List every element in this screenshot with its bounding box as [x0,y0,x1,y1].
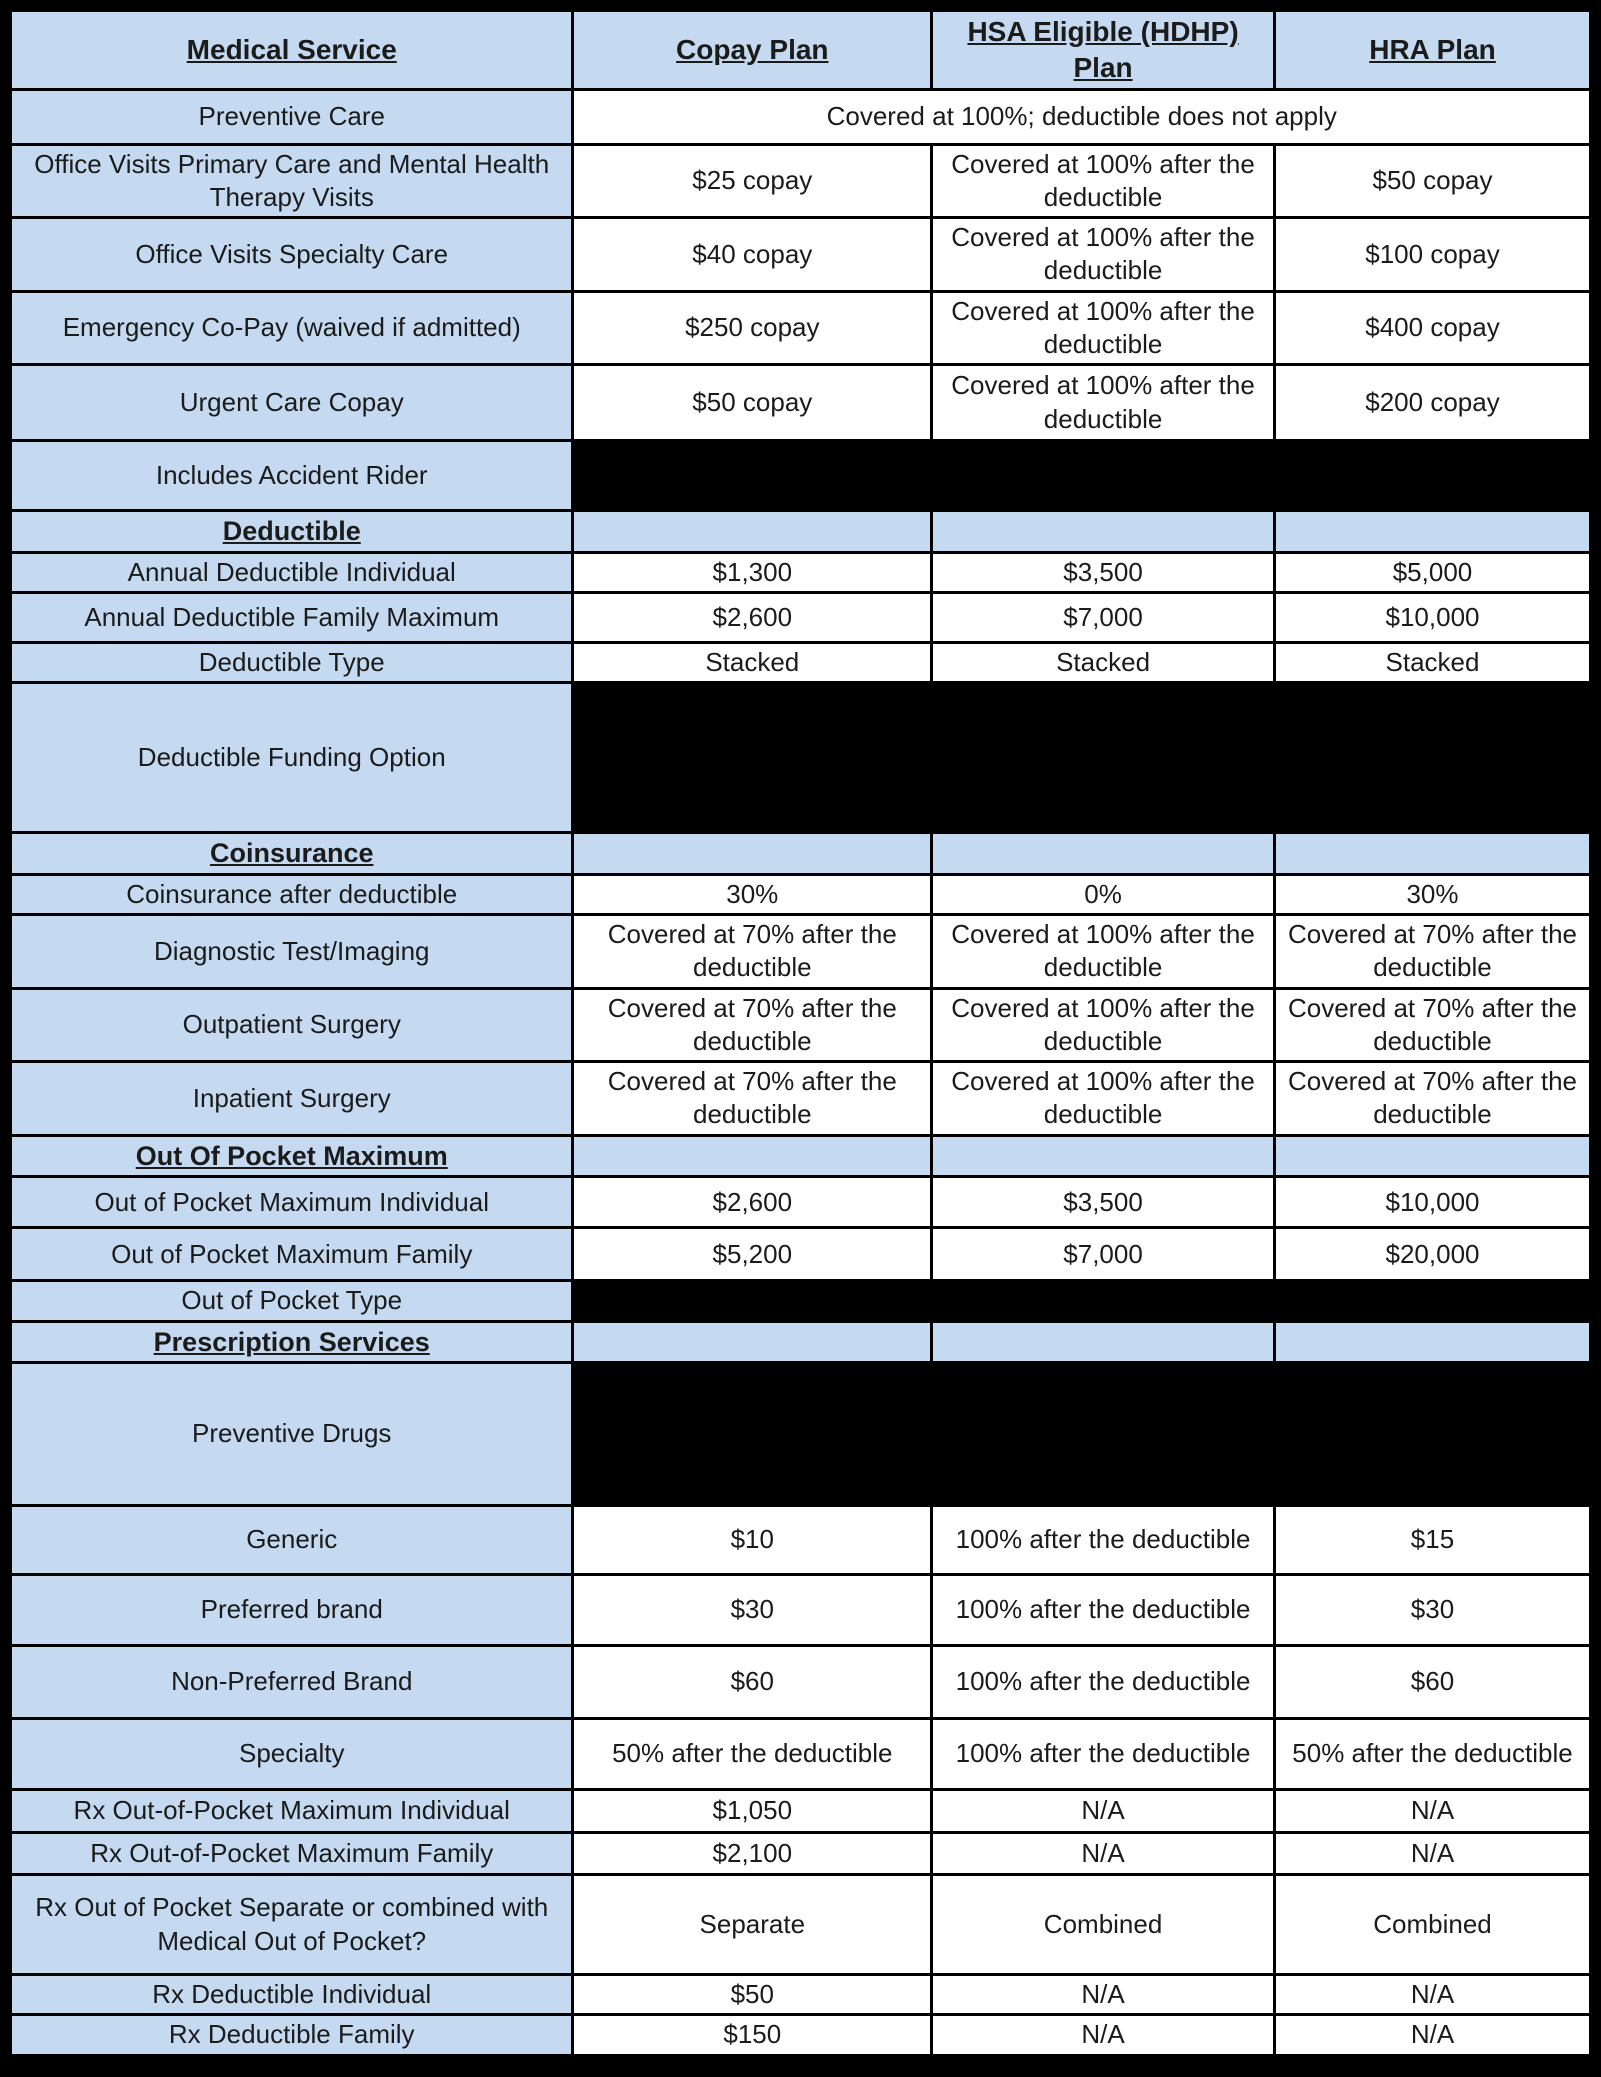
table-row [11,1719,1591,1790]
medical-plan-comparison-table [9,9,1592,2057]
cell-value: 30% [573,874,932,914]
table-row [11,144,1591,218]
cell-value: $60 [1274,1646,1590,1719]
row-label: Rx Out of Pocket Separate or combined with Medical Out of Pocket? [11,1875,573,1975]
cell-value: Covered at 70% after the deductible [1274,988,1590,1062]
cell-value: $7,000 [932,1228,1275,1281]
cell-value: $150 [573,2015,932,2055]
table-row [11,2015,1591,2055]
section-row [11,833,1591,875]
cell-value: 100% after the deductible [932,1506,1275,1575]
empty-cell [932,511,1275,553]
empty-cell [932,1321,1275,1363]
cell-value: $40 copay [573,218,932,292]
table-row [11,1281,1591,1321]
cell-value: N/A [1274,2015,1590,2055]
cell-value: $2,600 [573,1177,932,1228]
cell-value: N/A [1274,1975,1590,2015]
section-header: Deductible [11,511,573,553]
table-row [11,683,1591,833]
cell-value: $30 [573,1575,932,1646]
header-row [11,11,1591,90]
table-row [11,1363,1591,1506]
cell-value: Combined [932,1875,1275,1975]
row-label: Annual Deductible Family Maximum [11,593,573,643]
row-label: Includes Accident Rider [11,441,573,511]
row-label: Office Visits Primary Care and Mental Health Therapy Visits [11,144,573,218]
cell-value: Separate [573,1875,932,1975]
cell-value: $250 copay [573,291,932,365]
cell-value: Combined [1274,1875,1590,1975]
cell-value: 0% [932,874,1275,914]
cell-value: $3,500 [932,552,1275,592]
cell-value: $100 copay [1274,218,1590,292]
empty-cell [1274,511,1590,553]
row-label: Inpatient Surgery [11,1062,573,1136]
row-label: Coinsurance after deductible [11,874,573,914]
cell-value: N/A [1274,1790,1590,1833]
section-header: Coinsurance [11,833,573,875]
cell-value: $60 [573,1646,932,1719]
cell-value: N/A [932,1833,1275,1875]
cell-value: Covered at 70% after the deductible [573,988,932,1062]
table-row [11,552,1591,592]
cell-value: Covered at 100% after the deductible [932,218,1275,292]
cell-value: Covered at 100% after the deductible [932,1062,1275,1136]
empty-cell [1274,1321,1590,1363]
table-row [11,218,1591,292]
row-label: Non-Preferred Brand [11,1646,573,1719]
cell-value: 30% [1274,874,1590,914]
cell-value: Covered at 100% after the deductible [932,144,1275,218]
empty-cell [573,833,932,875]
cell-value: $5,200 [573,1228,932,1281]
empty-cell [932,1135,1275,1177]
cell-value: $50 [573,1975,932,2015]
table-row [11,915,1591,989]
table-row [11,988,1591,1062]
cell-value: $1,050 [573,1790,932,1833]
cell-value: 100% after the deductible [932,1719,1275,1790]
cell-value: 50% after the deductible [573,1719,932,1790]
redacted-cell [573,1363,1591,1506]
table-row [11,1790,1591,1833]
cell-value: Covered at 100% after the deductible [932,915,1275,989]
table-row [11,1062,1591,1136]
cell-value: $200 copay [1274,365,1590,441]
row-label: Rx Out-of-Pocket Maximum Family [11,1833,573,1875]
table-row [11,1506,1591,1575]
cell-value: $25 copay [573,144,932,218]
cell-value: $1,300 [573,552,932,592]
section-header: Out Of Pocket Maximum [11,1135,573,1177]
cell-value: $20,000 [1274,1228,1590,1281]
redacted-cell [573,441,1591,511]
row-label: Annual Deductible Individual [11,552,573,592]
cell-value: Covered at 70% after the deductible [573,915,932,989]
row-label: Rx Deductible Family [11,2015,573,2055]
table-row [11,1228,1591,1281]
table-row [11,89,1591,144]
cell-value: $10 [573,1506,932,1575]
row-label: Specialty [11,1719,573,1790]
empty-cell [1274,1135,1590,1177]
cell-value: Covered at 100% after the deductible [932,365,1275,441]
cell-value: Covered at 100% after the deductible [932,291,1275,365]
row-label: Outpatient Surgery [11,988,573,1062]
cell-value: N/A [932,1975,1275,2015]
table-row [11,1833,1591,1875]
row-label: Deductible Funding Option [11,683,573,833]
empty-cell [573,1321,932,1363]
row-label: Rx Out-of-Pocket Maximum Individual [11,1790,573,1833]
column-header-medical-service: Medical Service [11,11,573,90]
cell-value: N/A [932,2015,1275,2055]
table-row [11,441,1591,511]
table-row [11,874,1591,914]
empty-cell [573,1135,932,1177]
table-row [11,291,1591,365]
row-label: Urgent Care Copay [11,365,573,441]
row-label: Out of Pocket Maximum Family [11,1228,573,1281]
section-row [11,511,1591,553]
row-label: Deductible Type [11,643,573,683]
row-label: Generic [11,1506,573,1575]
cell-value: Stacked [573,643,932,683]
table-row [11,1646,1591,1719]
cell-value: $10,000 [1274,1177,1590,1228]
column-header-copay-plan: Copay Plan [573,11,932,90]
row-label: Emergency Co-Pay (waived if admitted) [11,291,573,365]
redacted-cell [573,1281,1591,1321]
cell-value: $30 [1274,1575,1590,1646]
cell-value: $3,500 [932,1177,1275,1228]
table-row [11,1975,1591,2015]
cell-value: Covered at 70% after the deductible [1274,915,1590,989]
table-row [11,643,1591,683]
cell-value: 100% after the deductible [932,1646,1275,1719]
row-label: Office Visits Specialty Care [11,218,573,292]
row-label: Preferred brand [11,1575,573,1646]
cell-value: $2,100 [573,1833,932,1875]
row-label: Out of Pocket Type [11,1281,573,1321]
cell-value: $2,600 [573,593,932,643]
column-header-hsa-plan: HSA Eligible (HDHP) Plan [932,11,1275,90]
table-row [11,1575,1591,1646]
cell-value: $400 copay [1274,291,1590,365]
empty-cell [932,833,1275,875]
row-label: Preventive Drugs [11,1363,573,1506]
cell-value: $5,000 [1274,552,1590,592]
redacted-cell [573,683,1591,833]
cell-value: Stacked [932,643,1275,683]
cell-value: $15 [1274,1506,1590,1575]
cell-value: Stacked [1274,643,1590,683]
merged-cell: Covered at 100%; deductible does not apply [573,89,1591,144]
cell-value: Covered at 70% after the deductible [573,1062,932,1136]
table-row [11,593,1591,643]
column-header-hra-plan: HRA Plan [1274,11,1590,90]
table-row [11,365,1591,441]
cell-value: 100% after the deductible [932,1575,1275,1646]
cell-value: Covered at 70% after the deductible [1274,1062,1590,1136]
row-label: Preventive Care [11,89,573,144]
row-label: Rx Deductible Individual [11,1975,573,2015]
section-row [11,1135,1591,1177]
cell-value: 50% after the deductible [1274,1719,1590,1790]
table-row [11,1177,1591,1228]
cell-value: N/A [1274,1833,1590,1875]
cell-value: $50 copay [1274,144,1590,218]
empty-cell [1274,833,1590,875]
cell-value: $7,000 [932,593,1275,643]
cell-value: N/A [932,1790,1275,1833]
section-header: Prescription Services [11,1321,573,1363]
cell-value: Covered at 100% after the deductible [932,988,1275,1062]
table-row [11,1875,1591,1975]
empty-cell [573,511,932,553]
row-label: Diagnostic Test/Imaging [11,915,573,989]
section-row [11,1321,1591,1363]
cell-value: $10,000 [1274,593,1590,643]
row-label: Out of Pocket Maximum Individual [11,1177,573,1228]
cell-value: $50 copay [573,365,932,441]
